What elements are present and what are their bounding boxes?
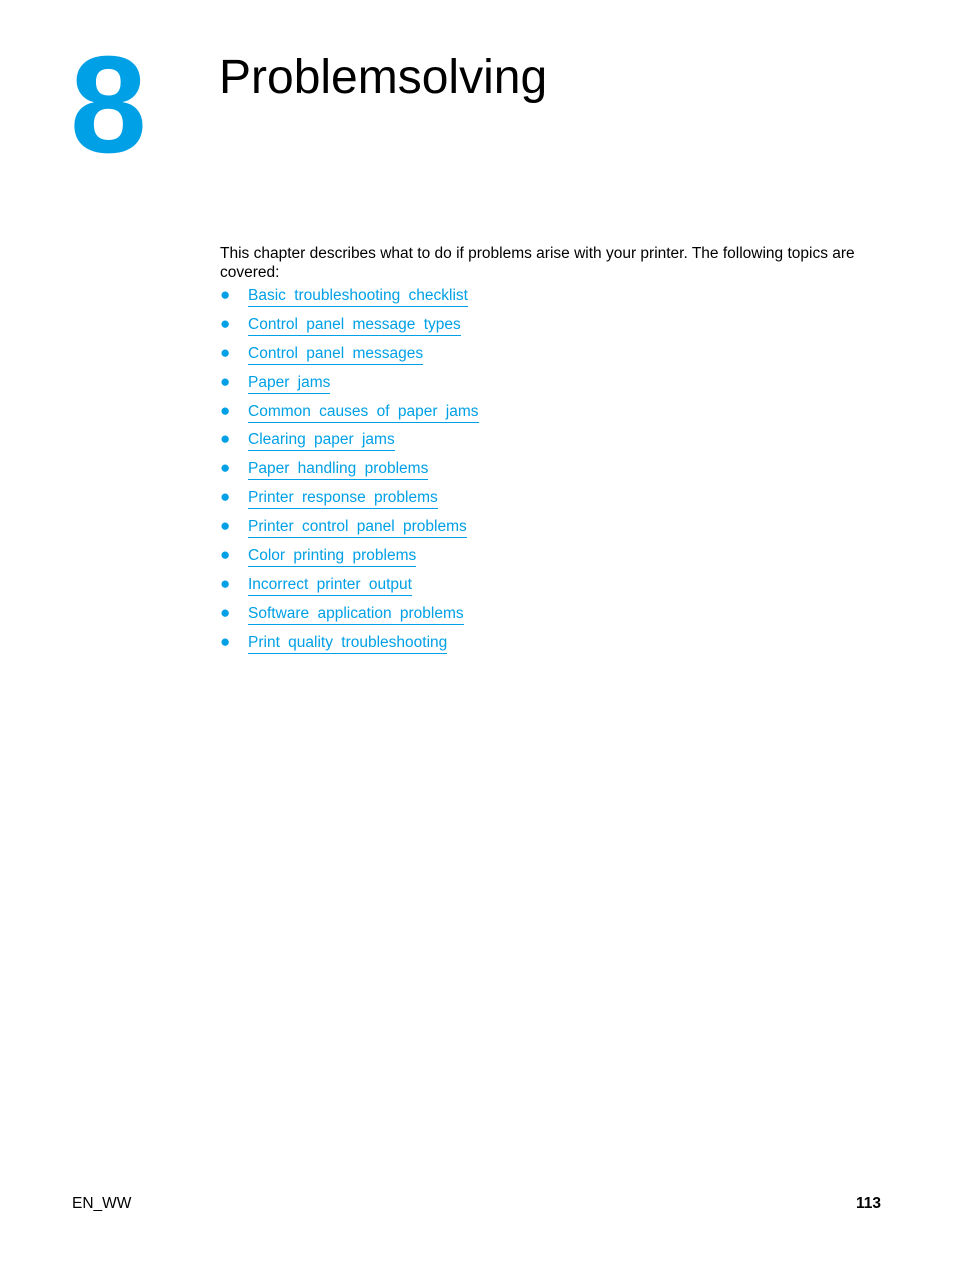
chapter-number: 8: [70, 28, 145, 182]
bullet-icon: ●: [220, 285, 231, 304]
bullet-icon: ●: [220, 602, 231, 622]
bullet-icon: ●: [220, 458, 231, 478]
bullet-icon: ●: [220, 313, 231, 333]
topic-link-paper-handling-problems[interactable]: Paper handling problems: [248, 459, 428, 480]
topic-link-control-panel-messages[interactable]: Control panel messages: [248, 344, 423, 365]
topic-link-printer-control-panel-problems[interactable]: Printer control panel problems: [248, 517, 467, 538]
bullet-icon: ●: [220, 342, 231, 362]
topic-link-color-printing-problems[interactable]: Color printing problems: [248, 546, 416, 567]
topic-link-software-application-problems[interactable]: Software application problems: [248, 604, 464, 625]
topic-link-print-quality-troubleshooting[interactable]: Print quality troubleshooting: [248, 633, 447, 654]
footer-locale: EN_WW: [72, 1195, 132, 1212]
bullet-icon: ●: [220, 371, 231, 391]
topic-link-paper-jams[interactable]: Paper jams: [248, 373, 330, 394]
topic-link-control-panel-message-types[interactable]: Control panel message types: [248, 315, 461, 336]
bullet-icon: ●: [220, 429, 231, 449]
bullet-icon: ●: [220, 487, 231, 507]
bullet-icon: ●: [220, 516, 231, 536]
topic-link-printer-response-problems[interactable]: Printer response problems: [248, 488, 438, 509]
chapter-title: Problemsolving: [219, 51, 548, 104]
bullet-icon: ●: [220, 631, 231, 651]
bullet-icon: ●: [220, 400, 231, 420]
bullet-icon: ●: [220, 545, 231, 565]
topic-link-common-causes-of-paper-jams[interactable]: Common causes of paper jams: [248, 402, 479, 423]
topic-link-basic-troubleshooting-checklist[interactable]: Basic troubleshooting checklist: [248, 286, 468, 307]
footer-page-number: 113: [855, 1195, 881, 1212]
bullet-icon: ●: [220, 573, 231, 593]
topic-link-incorrect-printer-output[interactable]: Incorrect printer output: [248, 575, 412, 596]
intro-paragraph: This chapter describes what to do if problems arise with your printer. The following topics are covered:: [220, 245, 855, 281]
topic-link-clearing-paper-jams[interactable]: Clearing paper jams: [248, 430, 395, 451]
